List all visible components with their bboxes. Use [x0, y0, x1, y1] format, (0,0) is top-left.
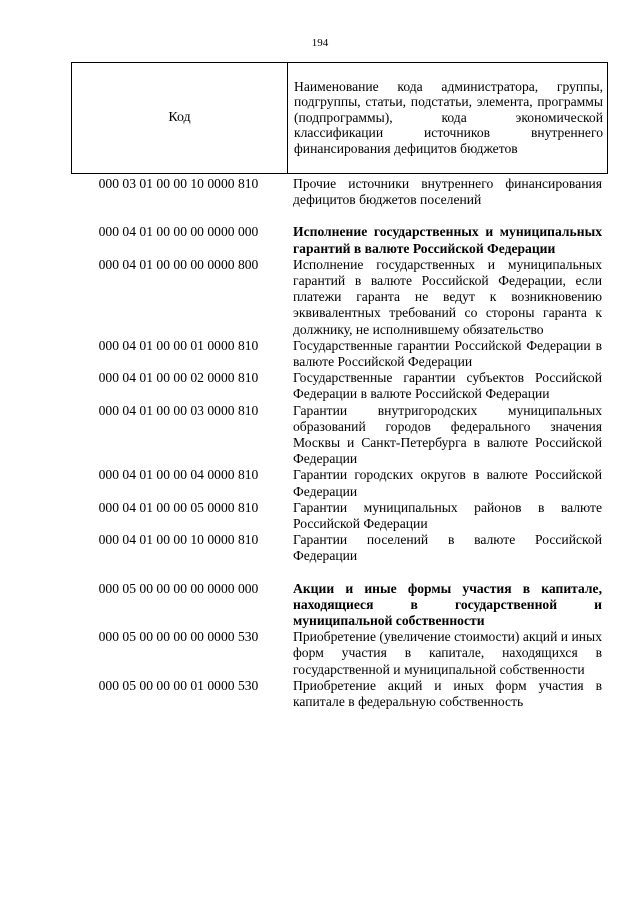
- row-code: 000 04 01 00 00 03 0000 810: [98, 402, 259, 418]
- row-name: Государственные гарантии субъектов Российской Федерации в валюте Российской Федерации: [293, 370, 602, 402]
- table-row: [71, 678, 608, 710]
- row-name: Исполнение государственных и муниципальных гарантий в валюте Российской Федерации: [293, 224, 602, 256]
- row-name: Приобретение акций и иных форм участия в капитале в федеральную собственность: [293, 677, 602, 710]
- row-name: Исполнение государственных и муниципальных гарантий в валюте Российской Федерации, если платежи гаранта не ведут к возникновению эквивалентных требований со стороны гаранта к должнику, не исполнившему обязательство: [293, 256, 602, 337]
- row-name: Акции и иные формы участия в капитале, находящиеся в государственной и муниципальной собственности: [293, 580, 602, 629]
- row-name: Гарантии внутригородских муниципальных образований городов федерального значения Москвы и Санкт-Петербурга в валюте Российской Федерации: [293, 402, 602, 467]
- row-code: 000 04 01 00 00 10 0000 810: [98, 532, 259, 548]
- row-code: 000 04 01 00 00 04 0000 810: [98, 467, 259, 483]
- row-code: 000 05 00 00 00 00 0000 000: [98, 580, 259, 596]
- table-row: [71, 370, 608, 402]
- table-row: [71, 532, 608, 564]
- row-code: 000 03 01 00 00 10 0000 810: [98, 176, 259, 191]
- row-code: 000 04 01 00 00 00 0000 800: [98, 256, 259, 272]
- header-code-cell: Код: [72, 63, 288, 174]
- table-header: [71, 62, 608, 174]
- row-code: 000 05 00 00 00 00 0000 530: [98, 629, 259, 645]
- row-name: Гарантии муниципальных районов в валюте Российской Федерации: [293, 499, 602, 532]
- row-name: Прочие источники внутреннего финансирования дефицитов бюджетов поселений: [293, 176, 602, 208]
- page-number: 194: [311, 37, 329, 49]
- table-row: [71, 176, 608, 208]
- table-row: [71, 581, 608, 630]
- table-row: [71, 224, 608, 256]
- row-code: 000 04 01 00 00 00 0000 000: [98, 224, 259, 240]
- row-name: Государственные гарантии Российской Федерации в валюте Российской Федерации: [293, 337, 602, 370]
- table-row: [71, 500, 608, 532]
- row-code: 000 04 01 00 00 01 0000 810: [98, 337, 259, 353]
- row-name: Приобретение (увеличение стоимости) акций и иных форм участия в капитале, находящихся в государственной и муниципальной собственности: [293, 629, 602, 677]
- classification-table-body: [71, 176, 608, 710]
- row-code: 000 05 00 00 00 01 0000 530: [98, 677, 259, 693]
- table-row: [71, 467, 608, 499]
- header-name-cell: Наименование кода администратора, группы, подгруппы, статьи, подстатьи, элемента, программы (подпрограммы), кода экономической классификации источников внутреннего финансирования дефицитов бюджетов: [288, 63, 608, 174]
- row-code: 000 04 01 00 00 05 0000 810: [98, 499, 259, 515]
- table-row: [71, 403, 608, 468]
- row-name: Гарантии городских округов в валюте Российской Федерации: [293, 467, 602, 499]
- row-code: 000 04 01 00 00 02 0000 810: [98, 370, 259, 386]
- table-row: [71, 257, 608, 338]
- row-name: Гарантии поселений в валюте Российской Федерации: [293, 532, 602, 564]
- table-row: [71, 629, 608, 678]
- table-row: [71, 338, 608, 370]
